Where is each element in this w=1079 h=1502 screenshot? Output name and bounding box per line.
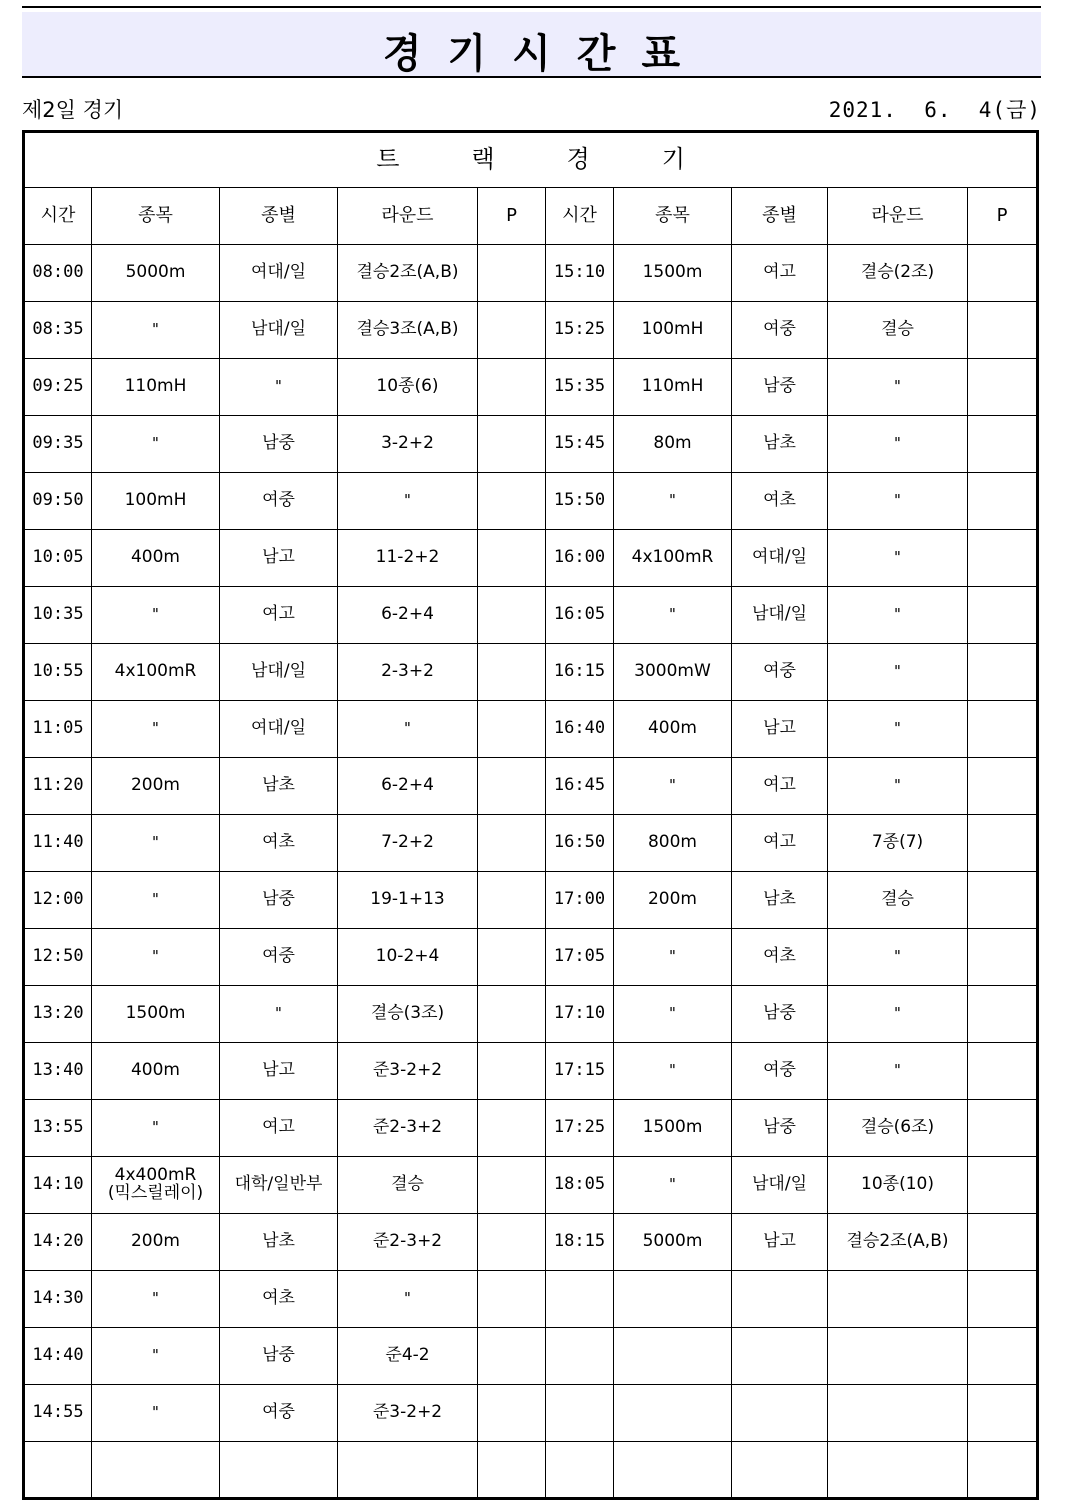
event-cell: 100mH bbox=[92, 473, 220, 530]
column-header: 종목 bbox=[92, 188, 220, 245]
event-cell: 5000m bbox=[92, 245, 220, 302]
division-cell: 여중 bbox=[220, 1385, 338, 1442]
division-cell: 여고 bbox=[220, 1100, 338, 1157]
p-cell bbox=[478, 929, 546, 986]
time-cell: 14:55 bbox=[24, 1385, 92, 1442]
p-cell bbox=[968, 872, 1038, 929]
p-cell bbox=[478, 1157, 546, 1214]
p-cell bbox=[478, 530, 546, 587]
division-cell: 여중 bbox=[732, 1043, 828, 1100]
p-cell bbox=[968, 1214, 1038, 1271]
time-cell: 14:30 bbox=[24, 1271, 92, 1328]
division-cell: " bbox=[220, 359, 338, 416]
p-cell bbox=[968, 530, 1038, 587]
p-cell bbox=[478, 302, 546, 359]
event-cell: " bbox=[614, 929, 732, 986]
division-cell: 남초 bbox=[732, 872, 828, 929]
division-cell: 여초 bbox=[220, 815, 338, 872]
division-cell: 남중 bbox=[220, 416, 338, 473]
division-cell: 남중 bbox=[732, 986, 828, 1043]
time-cell: 16:05 bbox=[546, 587, 614, 644]
p-cell bbox=[968, 359, 1038, 416]
column-header: 시간 bbox=[24, 188, 92, 245]
division-cell bbox=[732, 1271, 828, 1328]
division-cell: " bbox=[220, 986, 338, 1043]
round-cell: 11-2+2 bbox=[338, 530, 478, 587]
division-cell: 여고 bbox=[732, 245, 828, 302]
event-cell: " bbox=[92, 1100, 220, 1157]
division-cell: 남대/일 bbox=[732, 1157, 828, 1214]
round-cell bbox=[828, 1271, 968, 1328]
p-cell bbox=[478, 1328, 546, 1385]
p-cell bbox=[968, 929, 1038, 986]
table-row bbox=[24, 1214, 1038, 1271]
division-cell: 남대/일 bbox=[220, 302, 338, 359]
division-cell: 여대/일 bbox=[220, 245, 338, 302]
p-cell bbox=[968, 986, 1038, 1043]
round-cell: " bbox=[828, 473, 968, 530]
p-cell bbox=[478, 815, 546, 872]
division-cell bbox=[732, 1385, 828, 1442]
table-row bbox=[24, 1328, 1038, 1385]
p-cell bbox=[968, 1157, 1038, 1214]
division-cell: 여고 bbox=[732, 815, 828, 872]
time-cell: 12:00 bbox=[24, 872, 92, 929]
round-cell: " bbox=[828, 416, 968, 473]
event-cell: " bbox=[614, 758, 732, 815]
division-cell: 남초 bbox=[220, 1214, 338, 1271]
round-cell: 결승3조(A,B) bbox=[338, 302, 478, 359]
division-cell: 여초 bbox=[732, 929, 828, 986]
round-cell: 2-3+2 bbox=[338, 644, 478, 701]
round-cell: 준3-2+2 bbox=[338, 1385, 478, 1442]
division-cell: 남대/일 bbox=[732, 587, 828, 644]
p-cell bbox=[478, 473, 546, 530]
time-cell: 11:40 bbox=[24, 815, 92, 872]
time-cell: 15:35 bbox=[546, 359, 614, 416]
table-row bbox=[24, 302, 1038, 359]
round-cell: 결승2조(A,B) bbox=[338, 245, 478, 302]
round-cell: 결승 bbox=[828, 302, 968, 359]
time-cell: 16:50 bbox=[546, 815, 614, 872]
p-cell bbox=[968, 473, 1038, 530]
round-cell: " bbox=[828, 701, 968, 758]
column-header: 라운드 bbox=[828, 188, 968, 245]
table-row bbox=[24, 815, 1038, 872]
division-cell bbox=[732, 1442, 828, 1499]
event-cell bbox=[614, 1385, 732, 1442]
time-cell: 14:10 bbox=[24, 1157, 92, 1214]
round-cell: " bbox=[828, 644, 968, 701]
p-cell bbox=[968, 815, 1038, 872]
p-cell bbox=[478, 245, 546, 302]
table-row bbox=[24, 473, 1038, 530]
division-cell: 남초 bbox=[732, 416, 828, 473]
division-cell: 여고 bbox=[220, 587, 338, 644]
round-cell: 3-2+2 bbox=[338, 416, 478, 473]
time-cell: 16:40 bbox=[546, 701, 614, 758]
time-cell: 13:20 bbox=[24, 986, 92, 1043]
division-cell: 여초 bbox=[732, 473, 828, 530]
table-row bbox=[24, 929, 1038, 986]
division-cell: 여중 bbox=[220, 929, 338, 986]
round-cell: 19-1+13 bbox=[338, 872, 478, 929]
time-cell bbox=[546, 1385, 614, 1442]
event-cell bbox=[92, 1442, 220, 1499]
table-row bbox=[24, 1100, 1038, 1157]
division-cell: 여중 bbox=[732, 644, 828, 701]
division-cell: 남중 bbox=[220, 1328, 338, 1385]
round-cell: " bbox=[828, 986, 968, 1043]
round-cell: 6-2+4 bbox=[338, 587, 478, 644]
p-cell bbox=[478, 701, 546, 758]
round-cell: " bbox=[828, 1043, 968, 1100]
event-cell: " bbox=[614, 587, 732, 644]
column-header: 시간 bbox=[546, 188, 614, 245]
column-header: 종목 bbox=[614, 188, 732, 245]
p-cell bbox=[968, 245, 1038, 302]
event-cell: 1500m bbox=[92, 986, 220, 1043]
event-cell: 110mH bbox=[92, 359, 220, 416]
event-cell: 5000m bbox=[614, 1214, 732, 1271]
p-cell bbox=[478, 872, 546, 929]
time-cell: 16:15 bbox=[546, 644, 614, 701]
day-label: 제2일 경기 bbox=[22, 98, 124, 122]
column-header: 종별 bbox=[220, 188, 338, 245]
time-cell: 14:40 bbox=[24, 1328, 92, 1385]
table-row bbox=[24, 359, 1038, 416]
time-cell: 13:55 bbox=[24, 1100, 92, 1157]
column-header: 종별 bbox=[732, 188, 828, 245]
division-cell: 여대/일 bbox=[220, 701, 338, 758]
round-cell: 7종(7) bbox=[828, 815, 968, 872]
division-cell: 남고 bbox=[732, 701, 828, 758]
time-cell: 11:20 bbox=[24, 758, 92, 815]
column-header: 라운드 bbox=[338, 188, 478, 245]
event-cell: " bbox=[92, 302, 220, 359]
column-header: P bbox=[478, 188, 546, 245]
round-cell: 10종(10) bbox=[828, 1157, 968, 1214]
event-cell: 80m bbox=[614, 416, 732, 473]
table-row bbox=[24, 701, 1038, 758]
page-title: 경기시간표 bbox=[382, 31, 707, 77]
event-cell: 4x100mR bbox=[92, 644, 220, 701]
time-cell: 18:05 bbox=[546, 1157, 614, 1214]
time-cell: 12:50 bbox=[24, 929, 92, 986]
event-cell: " bbox=[92, 1271, 220, 1328]
event-cell: 400m bbox=[92, 1043, 220, 1100]
division-cell bbox=[732, 1328, 828, 1385]
time-cell: 15:25 bbox=[546, 302, 614, 359]
table-row bbox=[24, 644, 1038, 701]
time-cell: 14:20 bbox=[24, 1214, 92, 1271]
round-cell: 준2-3+2 bbox=[338, 1100, 478, 1157]
round-cell: " bbox=[828, 359, 968, 416]
p-cell bbox=[968, 416, 1038, 473]
time-cell: 17:10 bbox=[546, 986, 614, 1043]
event-cell: 800m bbox=[614, 815, 732, 872]
time-cell: 15:10 bbox=[546, 245, 614, 302]
division-cell: 여중 bbox=[732, 302, 828, 359]
p-cell bbox=[478, 758, 546, 815]
event-cell: 110mH bbox=[614, 359, 732, 416]
time-cell: 17:05 bbox=[546, 929, 614, 986]
p-cell bbox=[968, 1442, 1038, 1499]
table-row bbox=[24, 1157, 1038, 1214]
time-cell: 17:00 bbox=[546, 872, 614, 929]
event-cell: 3000mW bbox=[614, 644, 732, 701]
date-label: 2021. 6. 4(금) bbox=[828, 98, 1041, 122]
p-cell bbox=[478, 1442, 546, 1499]
round-cell: 결승(6조) bbox=[828, 1100, 968, 1157]
round-cell bbox=[828, 1385, 968, 1442]
column-header: P bbox=[968, 188, 1038, 245]
table-row bbox=[24, 1271, 1038, 1328]
time-cell bbox=[24, 1442, 92, 1499]
time-cell: 10:05 bbox=[24, 530, 92, 587]
p-cell bbox=[968, 302, 1038, 359]
p-cell bbox=[478, 1043, 546, 1100]
round-cell bbox=[828, 1328, 968, 1385]
p-cell bbox=[478, 1214, 546, 1271]
time-cell: 15:50 bbox=[546, 473, 614, 530]
event-cell bbox=[614, 1328, 732, 1385]
p-cell bbox=[968, 1385, 1038, 1442]
event-cell: " bbox=[92, 587, 220, 644]
division-cell: 남중 bbox=[732, 1100, 828, 1157]
round-cell: 결승2조(A,B) bbox=[828, 1214, 968, 1271]
division-cell: 여초 bbox=[220, 1271, 338, 1328]
round-cell: " bbox=[338, 701, 478, 758]
round-cell: 7-2+2 bbox=[338, 815, 478, 872]
event-cell: 200m bbox=[92, 1214, 220, 1271]
round-cell: 10-2+4 bbox=[338, 929, 478, 986]
division-cell: 대학/일반부 bbox=[220, 1157, 338, 1214]
event-cell: 4x100mR bbox=[614, 530, 732, 587]
header-row bbox=[24, 188, 1038, 245]
round-cell: 준3-2+2 bbox=[338, 1043, 478, 1100]
event-cell: " bbox=[92, 1328, 220, 1385]
event-cell: " bbox=[92, 815, 220, 872]
event-cell: " bbox=[92, 929, 220, 986]
section-title: 트랙경기 bbox=[24, 132, 1038, 188]
p-cell bbox=[478, 1100, 546, 1157]
event-cell: " bbox=[614, 986, 732, 1043]
round-cell: " bbox=[828, 587, 968, 644]
round-cell: 준4-2 bbox=[338, 1328, 478, 1385]
event-cell: " bbox=[614, 1043, 732, 1100]
p-cell bbox=[478, 1385, 546, 1442]
round-cell: " bbox=[338, 473, 478, 530]
time-cell bbox=[546, 1271, 614, 1328]
event-cell: 400m bbox=[614, 701, 732, 758]
p-cell bbox=[478, 1271, 546, 1328]
division-cell: 여고 bbox=[732, 758, 828, 815]
p-cell bbox=[478, 986, 546, 1043]
round-cell: " bbox=[828, 929, 968, 986]
p-cell bbox=[478, 644, 546, 701]
table-row bbox=[24, 245, 1038, 302]
division-cell: 남초 bbox=[220, 758, 338, 815]
round-cell: 6-2+4 bbox=[338, 758, 478, 815]
event-cell: 4x400mR (믹스릴레이) bbox=[92, 1157, 220, 1214]
schedule-table bbox=[22, 130, 1039, 1500]
time-cell: 13:40 bbox=[24, 1043, 92, 1100]
time-cell: 10:55 bbox=[24, 644, 92, 701]
event-cell: 200m bbox=[614, 872, 732, 929]
time-cell: 18:15 bbox=[546, 1214, 614, 1271]
time-cell: 10:35 bbox=[24, 587, 92, 644]
time-cell: 15:45 bbox=[546, 416, 614, 473]
p-cell bbox=[478, 359, 546, 416]
time-cell: 09:50 bbox=[24, 473, 92, 530]
round-cell: 결승 bbox=[828, 872, 968, 929]
round-cell: " bbox=[828, 530, 968, 587]
round-cell: 결승(2조) bbox=[828, 245, 968, 302]
table-row bbox=[24, 587, 1038, 644]
round-cell: " bbox=[828, 758, 968, 815]
event-cell: 200m bbox=[92, 758, 220, 815]
round-cell: 결승(3조) bbox=[338, 986, 478, 1043]
division-cell: 남중 bbox=[732, 359, 828, 416]
table-row bbox=[24, 1043, 1038, 1100]
round-cell: " bbox=[338, 1271, 478, 1328]
division-cell: 여대/일 bbox=[732, 530, 828, 587]
event-cell: " bbox=[614, 1157, 732, 1214]
p-cell bbox=[968, 1328, 1038, 1385]
time-cell: 17:15 bbox=[546, 1043, 614, 1100]
time-cell: 16:45 bbox=[546, 758, 614, 815]
time-cell: 08:35 bbox=[24, 302, 92, 359]
event-cell: " bbox=[92, 701, 220, 758]
division-cell: 남대/일 bbox=[220, 644, 338, 701]
table-row bbox=[24, 1442, 1038, 1499]
p-cell bbox=[968, 1043, 1038, 1100]
p-cell bbox=[968, 644, 1038, 701]
time-cell bbox=[546, 1328, 614, 1385]
division-cell: 남고 bbox=[732, 1214, 828, 1271]
table-row bbox=[24, 416, 1038, 473]
division-cell: 남고 bbox=[220, 530, 338, 587]
p-cell bbox=[968, 1271, 1038, 1328]
time-cell: 08:00 bbox=[24, 245, 92, 302]
round-cell bbox=[828, 1442, 968, 1499]
division-cell: 남중 bbox=[220, 872, 338, 929]
table-row bbox=[24, 758, 1038, 815]
event-cell: 400m bbox=[92, 530, 220, 587]
top-rule bbox=[22, 6, 1041, 8]
p-cell bbox=[968, 1100, 1038, 1157]
time-cell: 09:25 bbox=[24, 359, 92, 416]
round-cell bbox=[338, 1442, 478, 1499]
p-cell bbox=[968, 701, 1038, 758]
event-cell: " bbox=[614, 473, 732, 530]
division-cell: 남고 bbox=[220, 1043, 338, 1100]
division-cell bbox=[220, 1442, 338, 1499]
round-cell: 결승 bbox=[338, 1157, 478, 1214]
event-cell bbox=[614, 1271, 732, 1328]
table-row bbox=[24, 872, 1038, 929]
event-cell: 1500m bbox=[614, 1100, 732, 1157]
time-cell: 17:25 bbox=[546, 1100, 614, 1157]
event-cell bbox=[614, 1442, 732, 1499]
table-row bbox=[24, 530, 1038, 587]
event-cell: 100mH bbox=[614, 302, 732, 359]
table-row bbox=[24, 1385, 1038, 1442]
event-cell: " bbox=[92, 416, 220, 473]
time-cell: 16:00 bbox=[546, 530, 614, 587]
event-cell: 1500m bbox=[614, 245, 732, 302]
p-cell bbox=[478, 587, 546, 644]
event-cell: " bbox=[92, 1385, 220, 1442]
event-cell: " bbox=[92, 872, 220, 929]
p-cell bbox=[968, 758, 1038, 815]
round-cell: 준2-3+2 bbox=[338, 1214, 478, 1271]
time-cell bbox=[546, 1442, 614, 1499]
time-cell: 11:05 bbox=[24, 701, 92, 758]
table-row bbox=[24, 986, 1038, 1043]
p-cell bbox=[478, 416, 546, 473]
division-cell: 여중 bbox=[220, 473, 338, 530]
p-cell bbox=[968, 587, 1038, 644]
title-band bbox=[22, 12, 1041, 78]
time-cell: 09:35 bbox=[24, 416, 92, 473]
round-cell: 10종(6) bbox=[338, 359, 478, 416]
